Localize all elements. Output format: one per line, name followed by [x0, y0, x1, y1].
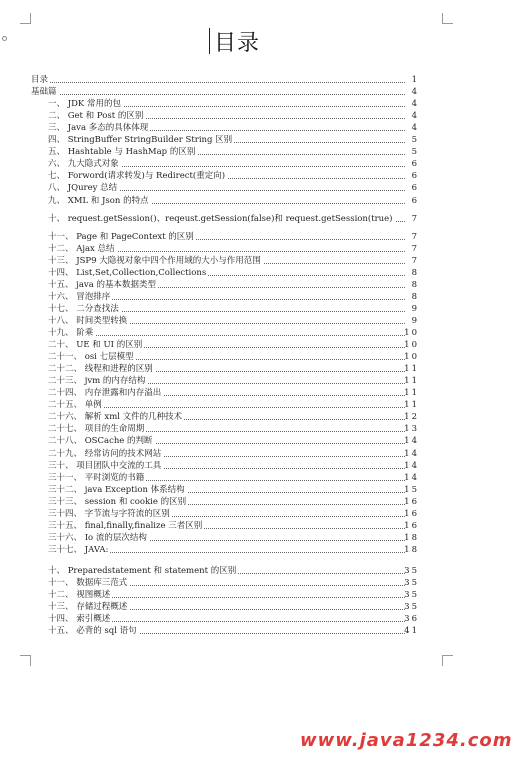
toc-page-number: 7 [411, 213, 419, 224]
toc-entry-label: 十一、 Page 和 PageContext 的区别 [48, 231, 194, 242]
toc-entry-label: 二十五、 单例 [48, 400, 102, 411]
watermark: www.java1234.com [300, 730, 513, 751]
toc-entry-label: 三十二、 java Exception 体系结构 [48, 484, 185, 495]
toc-entry-label: 十、 request.getSession()、reqeust.getSession(false)和 request.getSession(true) [48, 213, 393, 224]
toc-page-number: 6 [411, 159, 419, 170]
toc-entry-label: 二十一、 osi 七层模型 [48, 352, 134, 363]
toc-page-number: 11 [404, 388, 419, 399]
toc-page-number: 7 [411, 231, 419, 242]
toc-page-number: 8 [411, 279, 419, 290]
toc-page-number: 4 [411, 87, 419, 98]
toc-entry-label: 二十六、 解析 xml 文件的几种技术 [48, 412, 183, 423]
toc-entry-label: 三、 Java 多态的具体体现 [48, 123, 149, 134]
toc-page-number: 9 [411, 303, 419, 314]
toc-page-number: 35 [404, 590, 419, 601]
toc-page-number: 13 [404, 424, 419, 435]
toc-entry-label: 二十七、 项目的生命周期 [48, 424, 145, 435]
toc-page-number: 16 [404, 508, 419, 519]
toc-entry-label: 三十六、 Io 流的层次结构 [48, 532, 147, 543]
toc-page-number: 14 [404, 472, 419, 483]
page-title: 目录 [213, 31, 260, 56]
toc-page-number: 8 [411, 267, 419, 278]
toc-entry-label: 二十二、 线程和进程的区别 [48, 364, 153, 375]
toc-entry-label: 十三、 存储过程概述 [48, 602, 128, 613]
toc-entry-label: 二十四、 内存泄露和内存溢出 [48, 388, 162, 399]
toc-page-number: 35 [404, 602, 419, 613]
toc-page-number: 10 [404, 340, 419, 351]
toc-entry-label: 二十九、 经常访问的技术网站 [48, 448, 162, 459]
toc-page-number: 1 [411, 75, 419, 85]
toc-entry-label: 三十七、 JAVA: [48, 544, 109, 555]
toc-entry-label: 十六、 冒泡排序 [48, 291, 111, 302]
toc-entry-label: 二十、 UE 和 UI 的区别 [48, 340, 143, 351]
toc-entry[interactable] [0, 624, 474, 638]
toc-entry-label: 二、 Get 和 Post 的区别 [48, 111, 144, 122]
toc-entry-label: 二十三、 jvm 的内存结构 [48, 376, 146, 387]
toc-entry-label: 七、 Forword(请求转发)与 Redirect(重定向) [48, 171, 226, 182]
toc-entry-label: 十三、 JSP9 大隐视对象中四个作用域的大小与作用范围 [48, 255, 261, 266]
toc-entry[interactable] [0, 543, 474, 557]
toc-page-number: 4 [411, 111, 419, 122]
toc-entry-label: 十四、 List,Set,Collection,Collections [48, 267, 207, 278]
toc-entry-label: 三十五、 final,finally,finalize 三者区别 [48, 520, 203, 531]
toc-page-number: 7 [411, 243, 419, 254]
toc-page-number: 11 [404, 376, 419, 387]
toc-page-number: 5 [411, 135, 419, 146]
toc-page-number: 4 [411, 123, 419, 134]
toc-page-number: 10 [404, 352, 419, 363]
toc-entry-label: 十、 Preparedstatement 和 statement 的区别 [48, 565, 237, 576]
toc-entry-label: 六、 九大隐式对象 [48, 159, 119, 170]
toc-page-number: 9 [411, 315, 419, 326]
toc-entry-label: 三十一、 平时浏览的书籍 [48, 472, 145, 483]
toc-entry-label: 十五、 java 的基本数据类型 [48, 279, 156, 290]
toc-entry-label: 三十、 项目团队中交流的工具 [48, 460, 162, 471]
toc-page-number: 18 [404, 544, 419, 555]
toc-page-number: 41 [404, 626, 419, 637]
toc-page-number: 16 [404, 496, 419, 507]
toc-entry-label: 一、 JDK 常用的包 [48, 99, 121, 110]
toc-entry-label: 十一、 数据库三范式 [48, 578, 128, 588]
toc-entry[interactable] [0, 212, 474, 226]
toc-page-number: 6 [411, 183, 419, 194]
toc-page-number: 18 [404, 532, 419, 543]
toc-page-number: 35 [404, 565, 419, 576]
toc-entry-label: 五、 Hashtable 与 HashMap 的区别 [48, 147, 196, 158]
toc-page-number: 15 [404, 484, 419, 495]
toc-entry-label: 八、 JQurey 总结 [48, 183, 118, 194]
toc-page-number: 5 [411, 147, 419, 158]
toc-page-number: 14 [404, 460, 419, 471]
toc-page-number: 8 [411, 291, 419, 302]
toc-page-number: 10 [404, 328, 419, 338]
toc-entry-label: 九、 XML 和 Json 的特点 [48, 195, 149, 206]
toc-page-number: 14 [404, 448, 419, 459]
toc-page-number: 6 [411, 171, 419, 182]
toc-page-number: 36 [404, 614, 419, 625]
toc-entry-label: 十九、 阶乘 [48, 328, 94, 338]
toc-entry-label: 十五、 必背的 sql 语句 [48, 626, 137, 637]
toc-entry-label: 四、 StringBuffer StringBuilder String 区别 [48, 135, 233, 146]
toc-page-number: 12 [404, 412, 419, 423]
toc-page-number: 35 [404, 578, 419, 588]
toc-entry-label: 三十三、 session 和 cookie 的区别 [48, 496, 187, 507]
toc-entry-label: 目录 [31, 75, 49, 85]
toc-page-number: 6 [411, 195, 419, 206]
toc-page-number: 11 [404, 400, 419, 411]
toc-entry[interactable] [0, 194, 474, 208]
toc-page-number: 7 [411, 255, 419, 266]
toc-entry-label: 十七、 二分查找法 [48, 303, 119, 314]
toc-entry-label: 三十四、 字节流与字符流的区别 [48, 508, 170, 519]
toc-entry-label: 十二、 Ajax 总结 [48, 243, 115, 254]
toc-page-number: 16 [404, 520, 419, 531]
toc-page-number: 4 [411, 99, 419, 110]
toc-entry-label: 十四、 索引概述 [48, 614, 111, 625]
toc-entry-label: 十二、 视图概述 [48, 590, 111, 601]
toc-page-number: 14 [404, 436, 419, 447]
toc-entry-label: 二十八、 OSCache 的判断 [48, 436, 153, 447]
toc-entry-label: 十八、 时间类型转换 [48, 315, 128, 326]
toc-page-number: 11 [404, 364, 419, 375]
toc-entry-label: 基础篇 [31, 87, 57, 98]
